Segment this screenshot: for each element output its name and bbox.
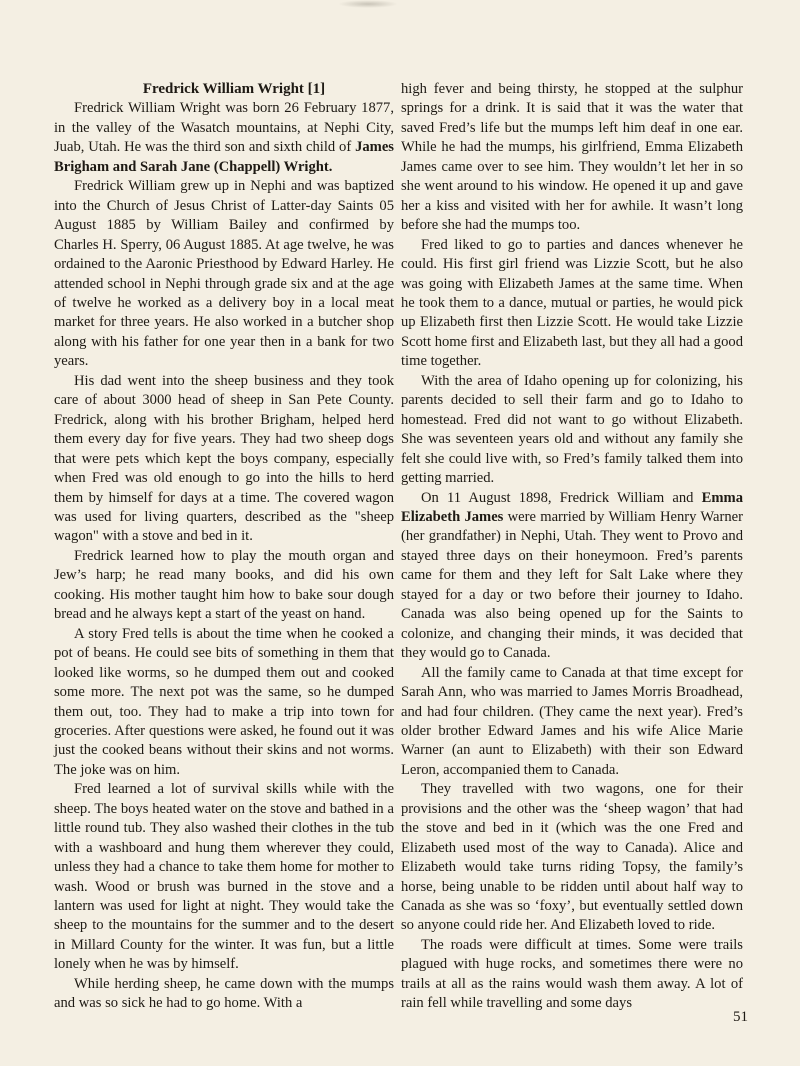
paragraph: Fredrick William Wright was born 26 February 1877, in the valley of the Wasatch mountains, at Nephi City, Juab, Utah. He was the third son and sixth child of James Brigham and Sarah Jane (Chappell) Wright.: [54, 100, 394, 175]
article-title: Fredrick William Wright [1]: [142, 81, 326, 97]
paragraph: Fredrick William grew up in Nephi and was baptized into the Church of Jesus Christ of Latter-day Saints 05 August 1885 by William Bailey and confirmed by Charles H. Sperry, 06 August 1885. At age twelve, he was ordained to the Aaronic Priesthood by Edward Harley. He attended school in Nephi through grade six and at the age of twelve he worked as a delivery boy in a local meat market for three years. He also worked in a butcher shop along with his father for one year then in a bank for two years.: [54, 178, 394, 370]
paragraph: A story Fred tells is about the time when he cooked a pot of beans. He could see bits of something in them that looked like worms, so he dumped them out and cooked some more. The next pot was the same, so he dumped them out, too. They had to make a trip into town for groceries. After questions were asked, he found out it was just the cooked beans without their skins and not worms. The joke was on him.: [54, 625, 394, 778]
paragraph: While herding sheep, he came down with the mumps and was so sick he had to go home. With a: [54, 975, 394, 1012]
paragraph: On 11 August 1898, Fredrick William and Emma Elizabeth James were married by William Henry Warner (her grandfather) in Nephi, Utah. They went to Provo and stayed three days on their honeymoon. Fred’s parents came for them and they left for Salt Lake where they stayed for a day or two before their journey to Idaho. Canada was also being opened up for the Saints to colonize, and changing their minds, it was decided that they would go to Canada.: [401, 489, 743, 662]
paragraph: high fever and being thirsty, he stopped at the sulphur springs for a drink. It is said that it was the water that saved Fred’s life but the mumps left him deaf in one ear. While he had the mumps, his girlfriend, Emma Elizabeth James came over to see him. They wouldn’t let her in so she went around to his window. He opened it up and gave her a kiss and visited with her for awhile. It wasn’t long before she had the mumps too.: [401, 81, 743, 234]
paragraph: Fred liked to go to parties and dances whenever he could. His first girl friend was Lizzie Scott, but he also was going with Elizabeth James at the same time. When he took them to a dance, mutual or parties, he would pick up Elizabeth first then Lizzie Scott. He would take Lizzie Scott home first and Elizabeth last, but they all had a good time together.: [401, 236, 743, 370]
paragraph: Fred learned a lot of survival skills while with the sheep. The boys heated water on the stove and bathed in a little round tub. They also washed their clothes in the tub with a washboard and hung them wherever they could, unless they had a chance to take them home for mother to wash. Wood or brush was burned in the stove and a lantern was used for light at night. They would take the sheep to the mountains for the summer and to the desert in Millard County for the winter. It was fun, but a little lonely when he was by himself.: [54, 781, 394, 973]
scan-smudge: [338, 0, 398, 8]
paragraph: With the area of Idaho opening up for colonizing, his parents decided to sell their farm and go to Idaho to homestead. Fred did not want to go without Elizabeth. She was seventeen years old and without any family she felt she could live with, so Fred’s family talked them into getting married.: [401, 372, 743, 487]
paragraph: They travelled with two wagons, one for their provisions and the other was the ‘sheep wagon’ that had the stove and bed in it (which was the one Fred and Elizabeth used most of the way to Canada). Alice and Elizabeth would take turns riding Topsy, the family’s horse, being unable to be ridden until about half way to Canada as she was so ‘foxy’, but eventually settled down so anyone could ride her. And Elizabeth loved to ride.: [401, 781, 743, 934]
paragraph: Fredrick learned how to play the mouth organ and Jew’s harp; he read many books, and did his own cooking. His mother taught him how to bake sour dough bread and he always kept a start of the yeast on hand.: [54, 547, 394, 623]
paragraph: The roads were difficult at times. Some were trails plagued with huge rocks, and sometimes there were no trails at all as the rains would wash them away. A lot of rain fell while travelling and some days: [401, 936, 743, 1012]
paragraph: His dad went into the sheep business and they took care of about 3000 head of sheep in San Pete County. Fredrick, along with his brother Brigham, helped herd them every day for five years. They had two sheep dogs that were pets which kept the boys company, especially when Fred was old enough to go into the hills to herd them by himself for days at a time. The covered wagon was used for living quarters, described as the "sheep wagon" with a stove and bed in it.: [54, 372, 394, 545]
left-column: [54, 80, 394, 1014]
right-column: [401, 80, 743, 1014]
page-number: 51: [733, 1009, 748, 1025]
paragraph: All the family came to Canada at that time except for Sarah Ann, who was married to James Morris Broadhead, and had four children. (They came the next year). Fred’s older brother Edward James and his wife Alice Marie Warner (an aunt to Elizabeth) with their son Edward Leron, accompanied them to Canada.: [401, 664, 743, 778]
